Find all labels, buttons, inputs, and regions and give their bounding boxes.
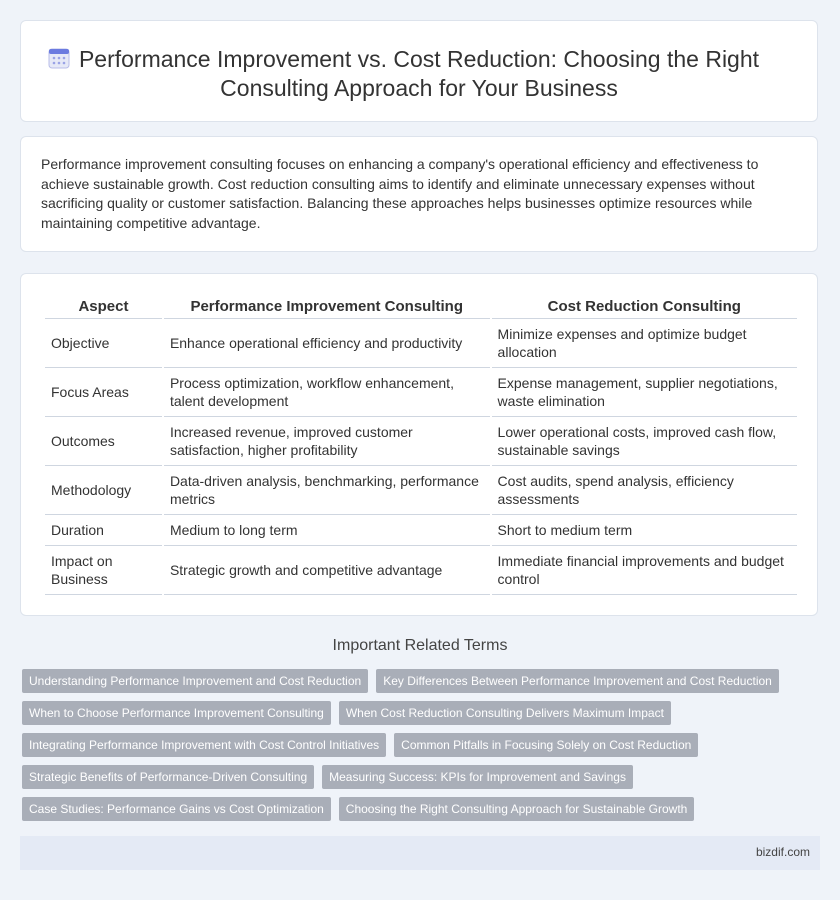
related-term-tag[interactable]: Case Studies: Performance Gains vs Cost Optimization (22, 797, 331, 821)
comparison-table (43, 296, 799, 595)
row-cost: Short to medium term (492, 515, 797, 546)
page-title: Performance Improvement vs. Cost Reduction: Choosing the Right Consulting Approach for Your Business (78, 46, 760, 101)
row-aspect: Methodology (45, 466, 162, 515)
header-aspect: Aspect (45, 296, 162, 319)
row-aspect: Outcomes (45, 417, 162, 466)
related-term-tag[interactable]: Strategic Benefits of Performance-Driven Consulting (22, 765, 314, 789)
row-performance: Data-driven analysis, benchmarking, performance metrics (164, 466, 490, 515)
comparison-card (20, 273, 818, 616)
related-terms-title: Important Related Terms (332, 637, 508, 654)
table-header-row (45, 296, 797, 319)
table-row (45, 515, 797, 546)
intro-card (20, 136, 818, 252)
row-cost: Immediate financial improvements and budget control (492, 546, 797, 595)
related-term-tag[interactable]: Integrating Performance Improvement with Cost Control Initiatives (22, 733, 386, 757)
row-aspect: Objective (45, 319, 162, 368)
row-cost: Lower operational costs, improved cash flow, sustainable savings (492, 417, 797, 466)
table-row (45, 417, 797, 466)
related-term-tag[interactable]: Understanding Performance Improvement and Cost Reduction (22, 669, 368, 693)
header-card (20, 20, 818, 122)
row-performance: Process optimization, workflow enhancement, talent development (164, 368, 490, 417)
row-cost: Expense management, supplier negotiations, waste elimination (492, 368, 797, 417)
row-performance: Increased revenue, improved customer satisfaction, higher profitability (164, 417, 490, 466)
row-aspect: Focus Areas (45, 368, 162, 417)
footer (20, 836, 820, 870)
row-performance: Medium to long term (164, 515, 490, 546)
related-term-tag[interactable]: When to Choose Performance Improvement Consulting (22, 701, 331, 725)
row-cost: Minimize expenses and optimize budget allocation (492, 319, 797, 368)
related-terms-list (22, 669, 822, 829)
table-row (45, 368, 797, 417)
row-cost: Cost audits, spend analysis, efficiency assessments (492, 466, 797, 515)
row-performance: Strategic growth and competitive advantage (164, 546, 490, 595)
intro-paragraph: Performance improvement consulting focuses on enhancing a company's operational efficiency and effectiveness to achieve sustainable growth. Cost reduction consulting aims to identify and eliminate unnecessary expenses without sacrificing quality or customer satisfaction. Balancing these approaches helps businesses optimize resources while maintaining competitive advantage. (41, 156, 759, 231)
related-term-tag[interactable]: Common Pitfalls in Focusing Solely on Cost Reduction (394, 733, 698, 757)
header-performance: Performance Improvement Consulting (164, 296, 490, 319)
header-cost: Cost Reduction Consulting (492, 296, 797, 319)
table-row (45, 319, 797, 368)
footer-site-link[interactable]: bizdif.com (755, 845, 810, 859)
table-row (45, 546, 797, 595)
row-performance: Enhance operational efficiency and productivity (164, 319, 490, 368)
row-aspect: Impact on Business (45, 546, 162, 595)
row-aspect: Duration (45, 515, 162, 546)
related-term-tag[interactable]: Choosing the Right Consulting Approach for Sustainable Growth (339, 797, 695, 821)
related-term-tag[interactable]: When Cost Reduction Consulting Delivers Maximum Impact (339, 701, 671, 725)
related-term-tag[interactable]: Measuring Success: KPIs for Improvement and Savings (322, 765, 633, 789)
table-row (45, 466, 797, 515)
related-term-tag[interactable]: Key Differences Between Performance Improvement and Cost Reduction (376, 669, 779, 693)
